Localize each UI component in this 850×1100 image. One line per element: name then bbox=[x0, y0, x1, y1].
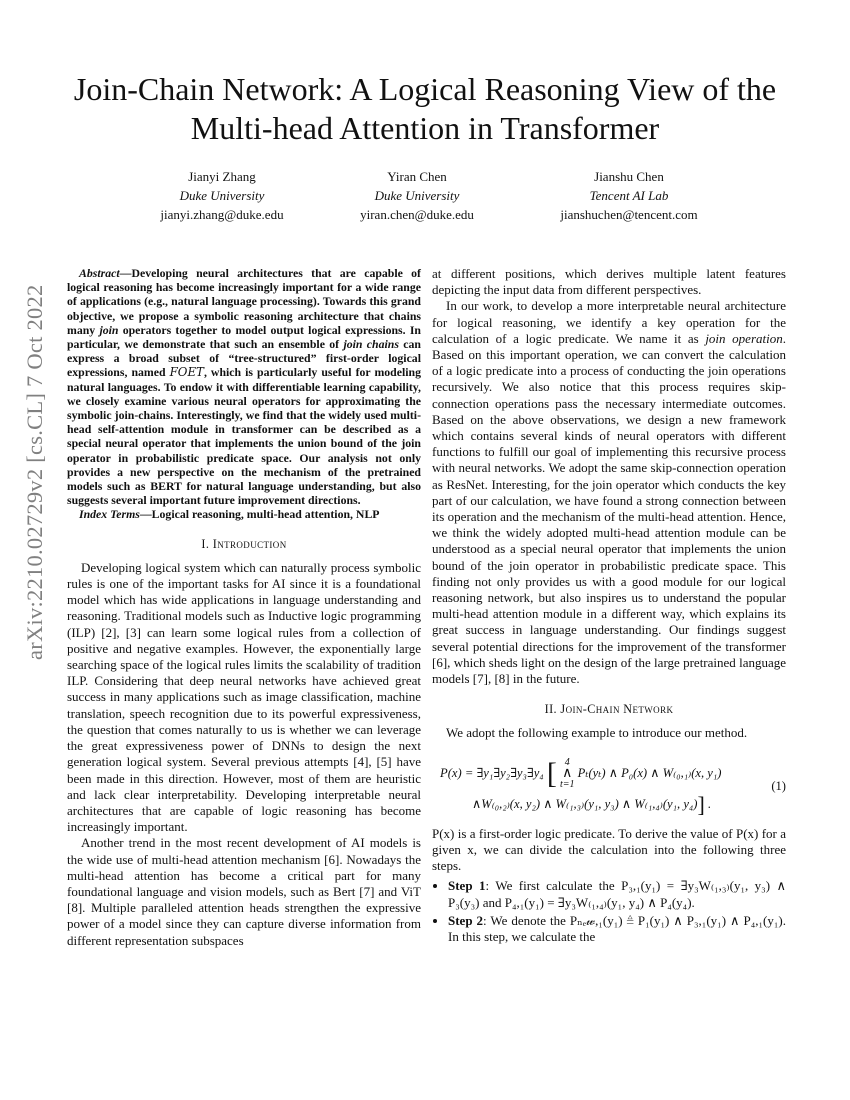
author-2 bbox=[307, 167, 527, 224]
abstract: Abstract—Developing neural architectures that are capable of logical reasoning has become increasingly important for a wide range of applications (e.g., natural language processing). Towards this grand objective, we propose a symbolic reasoning architecture that chains many join operators together to model output logical expressions. In particular, we demonstrate that such an ensemble of join chains can express a broad subset of “tree-structured” first-order logical expressions, named FOET, which is particularly useful for modeling natural languages. To endow it with differentiable learning capability, we closely examine various neural operators for approximating the symbolic join-chains. Interestingly, we find that the widely used multi-head self-attention module in transformer can be described as a special neural operator that implements the union bound of the join operator in probabilistic predicate space. Our analysis not only provides a new perspective on the mechanism of the pretrained models such as BERT for natural language understanding, but also suggests several important future improvement directions. bbox=[67, 266, 421, 508]
abstract-label: Abstract bbox=[79, 266, 120, 280]
equation-number: (1) bbox=[771, 778, 786, 793]
author-name: Yiran Chen bbox=[387, 169, 447, 184]
method-intro: We adopt the following example to introduce our method. bbox=[446, 725, 748, 741]
right-column bbox=[432, 266, 786, 947]
author-email: yiran.chen@duke.edu bbox=[360, 207, 474, 222]
right-bracket: ] bbox=[697, 791, 705, 817]
author-email: jianshuchen@tencent.com bbox=[560, 207, 698, 222]
index-terms: Index Terms—Logical reasoning, multi-head attention, NLP bbox=[79, 507, 380, 522]
author-3 bbox=[519, 167, 739, 224]
steps-list bbox=[432, 878, 786, 945]
intro-paragraph-2: Another trend in the most recent development of AI models is the wide use of multi-head attention mechanism [6]. Nowadays the multi-head attention has become a critical part for many foundational language and vision models, such as Bert [7] and ViT [8]. Multiple paralleled attention heads strengthen the expressive power of a model since they can capture diverse information from different representation subspaces bbox=[67, 835, 421, 948]
foet-symbol: FOET bbox=[169, 365, 204, 380]
author-affiliation: Duke University bbox=[179, 188, 265, 203]
after-equation-text: P(x) is a first-order logic predicate. To derive the value of P(x) for a given x, we can divide the calculation into the following three steps. bbox=[432, 825, 786, 874]
arxiv-identifier: arXiv:2210.02729v2 [cs.CL] 7 Oct 2022 bbox=[22, 284, 47, 660]
intro-paragraph-3: In our work, to develop a more interpretable neural architecture for logical reasoning, we identify a key operation for the calculation of a logic predicate. We name it as join operation. Based on this important operation, we can convert the calculation of a logic predicate into a process of conducting the join operations recursively. We also notice that this process requires skip-connection operations pass the necessary intermediate outcomes. Based on the above observations, we design a new framework which contains several kinds of neural operators with different functions to fulfill our goal of implementing this recursive process with neural networks. We adopt the same skip-connection operation as ResNet. Interesting, for the join operator which conducts the key part of our calculation, we have found a strong connection between its operation and the mechanism of the multi-head attention. Hence, we think the widely adopted multi-head attention module can be understood as a special neural operator that implements the union bound of the join operator in probabilistic predicate space. This finding not only provides us with a good module for our logical reasoning network, but also inspires us to understand the popular multi-head attention module in a different way, which explains its great success in language understanding. Our findings suggest several potential directions for the improvement of the transformer [6], which sheds light on the design of the large pretrained language models [7], [8] in the future. bbox=[432, 298, 786, 687]
intro-paragraph-1: Developing logical system which can naturally process symbolic rules is one of the important tasks for AI since it is a foundational model which has wide applications in language understanding and reasoning. Traditional models such as Inductive logic programming (ILP) [2], [3] can learn some logical rules from a collection of positive and negative examples. However, the exponentially large searching space of the logical rules limits the scalability of tradition ILP. Considering that deep neural networks have achieved great success in many applications such as image classification, machine translation, speech recognition due to its powerful expressiveness, the question that comes naturally to us is whether we can leverage the great expressiveness power of DNNs to design the next generation logical system. Several previous attempts [4], [5] have been made in this direction. However, most of them are heuristic and lack clear interpretability. Developing interpretable neural architectures that are capable of logic reasoning has become increasingly important. bbox=[67, 559, 421, 835]
author-affiliation: Duke University bbox=[374, 188, 460, 203]
equation-line-2: ∧W₍₀,₂₎(x, y₂) ∧ W₍₁,₃₎(y₁, y₃) ∧ W₍₁,₄₎(y₁, y₄)] . bbox=[472, 791, 712, 817]
section-heading-introduction: I. Introduction bbox=[201, 536, 287, 551]
author-name: Jianshu Chen bbox=[594, 169, 664, 184]
left-bracket: [ bbox=[546, 756, 557, 790]
section-heading-join-chain: II. Join-Chain Network bbox=[544, 702, 674, 717]
left-column bbox=[67, 266, 421, 949]
author-name: Jianyi Zhang bbox=[188, 169, 256, 184]
list-item: • Step 2: We denote the Pₙₑ𝓌,₁(y₁) ≜ P₁(y₁) ∧ P₃,₁(y₁) ∧ P₄,₁(y₁). In this step, we calculate the bbox=[448, 913, 786, 945]
author-affiliation: Tencent AI Lab bbox=[589, 188, 669, 203]
paper-title: Join-Chain Network: A Logical Reasoning View of the Multi-head Attention in Transformer bbox=[73, 71, 777, 146]
big-and-operator: 4 ∧ t=1 bbox=[559, 756, 575, 790]
equation-1 bbox=[432, 748, 786, 820]
author-1 bbox=[112, 167, 332, 224]
intro-paragraph-2-continued: at different positions, which derives multiple latent features depicting the input data from different perspectives. bbox=[432, 266, 786, 298]
equation-line-1: P(x) = ∃y₁∃y₂∃y₃∃y₄ [ 4 ∧ t=1 Pₜ(yₜ) ∧ P₀(x) ∧ W₍₀,₁₎(x, y₁) bbox=[440, 756, 722, 790]
author-email: jianyi.zhang@duke.edu bbox=[160, 207, 284, 222]
list-item: • Step 1: We first calculate the P₃,₁(y₁) = ∃y₃W₍₁,₃₎(y₁, y₃) ∧ P₃(y₃) and P₄,₁(y₁) = ∃y₃W₍₁,₄₎(y₁, y₄) ∧ P₄(y₄). bbox=[448, 878, 786, 910]
